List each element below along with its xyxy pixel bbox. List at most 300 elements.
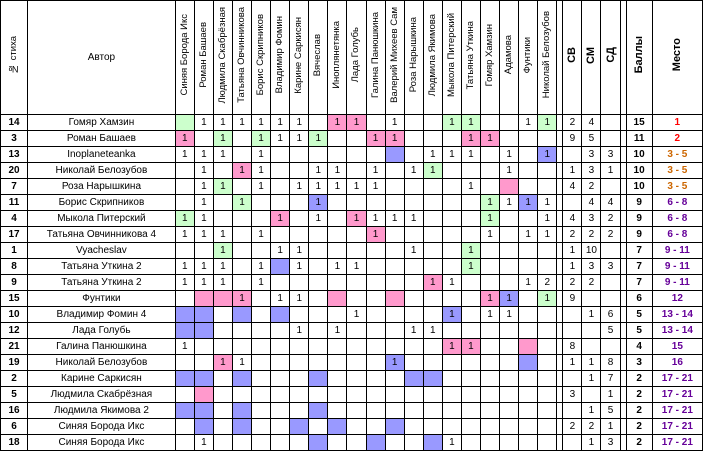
vote-cell xyxy=(213,211,232,227)
voter-name: Роза Нарышкина xyxy=(407,17,419,93)
vote-cell: 1 xyxy=(175,259,194,275)
vote-cell xyxy=(271,355,290,371)
vote-cell xyxy=(519,403,538,419)
vote-cell: 1 xyxy=(538,291,557,307)
place-value: 12 xyxy=(652,291,702,307)
vote-cell xyxy=(442,195,461,211)
voter-column-header xyxy=(385,1,404,115)
poem-number: 5 xyxy=(1,387,28,403)
sd-value xyxy=(601,291,620,307)
vote-cell: 1 xyxy=(309,211,328,227)
score-value: 3 xyxy=(626,355,652,371)
sm-value: 3 xyxy=(582,147,601,163)
voter-name: Владимир Фомин xyxy=(274,16,286,94)
vote-cell: 1 xyxy=(480,227,499,243)
vote-cell xyxy=(290,211,309,227)
vote-cell xyxy=(500,259,519,275)
vote-cell xyxy=(309,227,328,243)
table-row xyxy=(1,115,703,131)
sv-value: 3 xyxy=(563,387,582,403)
sd-value: 7 xyxy=(601,371,620,387)
sv-value xyxy=(563,195,582,211)
voter-column-header xyxy=(309,1,328,115)
vote-cell xyxy=(194,307,213,323)
score-value: 2 xyxy=(626,403,652,419)
author-name: Николай Белозубов xyxy=(28,163,176,179)
vote-cell xyxy=(366,387,385,403)
table-row xyxy=(1,131,703,147)
vote-cell xyxy=(538,371,557,387)
poem-number: 19 xyxy=(1,355,28,371)
vote-cell xyxy=(404,355,423,371)
vote-cell xyxy=(290,355,309,371)
vote-cell xyxy=(442,387,461,403)
author-name: Николай Белозубов xyxy=(28,355,176,371)
vote-cell: 1 xyxy=(271,115,290,131)
vote-cell xyxy=(232,307,251,323)
vote-cell: 1 xyxy=(232,195,251,211)
vote-cell: 1 xyxy=(442,435,461,451)
vote-cell xyxy=(500,435,519,451)
vote-cell xyxy=(500,211,519,227)
vote-cell xyxy=(442,243,461,259)
vote-cell: 1 xyxy=(366,179,385,195)
voter-column-header xyxy=(271,1,290,115)
poem-number: 8 xyxy=(1,259,28,275)
vote-cell xyxy=(442,211,461,227)
table-row xyxy=(1,147,703,163)
vote-cell xyxy=(252,195,271,211)
vote-cell xyxy=(480,355,499,371)
vote-cell xyxy=(442,291,461,307)
vote-cell xyxy=(461,211,480,227)
vote-cell xyxy=(213,419,232,435)
sv-value: 1 xyxy=(563,259,582,275)
sd-value: 4 xyxy=(601,195,620,211)
vote-cell xyxy=(366,259,385,275)
vote-cell: 1 xyxy=(213,259,232,275)
vote-cell: 1 xyxy=(232,291,251,307)
voter-column-header xyxy=(366,1,385,115)
sd-value xyxy=(601,179,620,195)
score-value: 10 xyxy=(626,147,652,163)
vote-cell xyxy=(252,339,271,355)
vote-cell: 1 xyxy=(290,323,309,339)
vote-cell xyxy=(175,291,194,307)
vote-cell xyxy=(175,403,194,419)
vote-cell xyxy=(347,419,366,435)
vote-cell xyxy=(461,307,480,323)
table-row xyxy=(1,307,703,323)
vote-cell xyxy=(194,403,213,419)
vote-cell xyxy=(423,131,442,147)
vote-cell: 1 xyxy=(232,115,251,131)
sm-value: 3 xyxy=(582,259,601,275)
sv-value: 2 xyxy=(563,227,582,243)
vote-cell xyxy=(175,371,194,387)
vote-cell xyxy=(385,307,404,323)
vote-cell: 1 xyxy=(519,275,538,291)
vote-cell: 1 xyxy=(328,163,347,179)
vote-cell xyxy=(519,387,538,403)
voter-name: Синяя Борода Икс xyxy=(178,14,190,96)
vote-cell: 1 xyxy=(366,163,385,179)
vote-cell: 1 xyxy=(252,179,271,195)
vote-cell: 1 xyxy=(461,259,480,275)
vote-cell xyxy=(175,419,194,435)
vote-cell xyxy=(500,403,519,419)
vote-cell xyxy=(309,339,328,355)
vote-cell xyxy=(232,211,251,227)
vote-cell: 1 xyxy=(252,115,271,131)
vote-cell xyxy=(385,195,404,211)
place-value: 13 - 14 xyxy=(652,323,702,339)
place-value: 3 - 5 xyxy=(652,163,702,179)
vote-cell xyxy=(194,291,213,307)
vote-cell: 1 xyxy=(538,147,557,163)
vote-cell xyxy=(175,387,194,403)
sum-column-header xyxy=(563,1,582,115)
sv-value: 2 xyxy=(563,275,582,291)
table-row xyxy=(1,323,703,339)
vote-cell: 1 xyxy=(194,163,213,179)
vote-cell xyxy=(500,387,519,403)
vote-cell xyxy=(385,291,404,307)
vote-cell xyxy=(232,131,251,147)
vote-cell xyxy=(328,275,347,291)
sum-column-header xyxy=(582,1,601,115)
header-row xyxy=(1,1,703,115)
voter-column-header xyxy=(213,1,232,115)
sv-value: 9 xyxy=(563,291,582,307)
vote-cell xyxy=(232,259,251,275)
sv-value xyxy=(563,435,582,451)
vote-cell xyxy=(519,371,538,387)
vote-cell xyxy=(328,147,347,163)
vote-cell xyxy=(175,179,194,195)
vote-cell: 1 xyxy=(213,355,232,371)
vote-cell xyxy=(271,259,290,275)
vote-cell xyxy=(538,131,557,147)
vote-cell xyxy=(175,355,194,371)
vote-cell xyxy=(347,163,366,179)
vote-cell xyxy=(480,147,499,163)
vote-cell: 1 xyxy=(404,243,423,259)
vote-cell: 2 xyxy=(538,275,557,291)
vote-cell xyxy=(461,291,480,307)
sv-value: 1 xyxy=(563,243,582,259)
score-value: 7 xyxy=(626,275,652,291)
vote-cell xyxy=(442,419,461,435)
vote-cell xyxy=(290,227,309,243)
vote-cell xyxy=(538,435,557,451)
vote-cell xyxy=(175,115,194,131)
vote-cell xyxy=(347,323,366,339)
place-value: 3 - 5 xyxy=(652,147,702,163)
author-name: Роман Башаев xyxy=(28,131,176,147)
vote-cell xyxy=(290,387,309,403)
vote-cell xyxy=(538,163,557,179)
vote-cell xyxy=(366,403,385,419)
vote-cell xyxy=(519,179,538,195)
vote-cell: 1 xyxy=(519,115,538,131)
voter-name: Татьяна Уткина xyxy=(464,20,476,90)
vote-cell: 1 xyxy=(194,275,213,291)
vote-cell xyxy=(252,419,271,435)
vote-cell xyxy=(538,419,557,435)
vote-cell: 1 xyxy=(252,131,271,147)
vote-cell: 1 xyxy=(366,211,385,227)
vote-cell: 1 xyxy=(442,147,461,163)
sum-label: СД xyxy=(604,47,617,63)
sm-value xyxy=(582,387,601,403)
place-value: 9 - 11 xyxy=(652,259,702,275)
vote-cell: 1 xyxy=(461,243,480,259)
vote-cell xyxy=(461,419,480,435)
vote-cell xyxy=(480,115,499,131)
vote-cell: 1 xyxy=(500,307,519,323)
poem-number: 18 xyxy=(1,435,28,451)
vote-cell xyxy=(423,339,442,355)
vote-cell: 1 xyxy=(232,355,251,371)
vote-cell: 1 xyxy=(328,179,347,195)
vote-cell xyxy=(271,195,290,211)
vote-cell xyxy=(213,403,232,419)
vote-cell: 1 xyxy=(480,291,499,307)
vote-cell: 1 xyxy=(366,227,385,243)
sv-value: 4 xyxy=(563,179,582,195)
vote-cell: 1 xyxy=(442,339,461,355)
voter-name: Валерий Михеев Сам xyxy=(388,7,400,103)
vote-cell xyxy=(385,147,404,163)
vote-cell xyxy=(385,163,404,179)
place-value: 16 xyxy=(652,355,702,371)
vote-cell: 1 xyxy=(175,147,194,163)
vote-cell xyxy=(252,403,271,419)
vote-cell xyxy=(385,259,404,275)
vote-cell xyxy=(271,403,290,419)
vote-cell: 1 xyxy=(461,147,480,163)
sm-value: 3 xyxy=(582,163,601,179)
vote-cell: 1 xyxy=(461,131,480,147)
vote-cell: 1 xyxy=(271,291,290,307)
sv-value xyxy=(563,403,582,419)
vote-cell xyxy=(404,371,423,387)
vote-cell xyxy=(309,259,328,275)
vote-cell: 1 xyxy=(213,115,232,131)
vote-cell xyxy=(194,371,213,387)
vote-cell xyxy=(194,419,213,435)
table-header xyxy=(1,1,703,115)
table-row xyxy=(1,403,703,419)
voter-name: Вячеслав xyxy=(312,33,324,77)
vote-cell xyxy=(404,435,423,451)
vote-cell: 1 xyxy=(347,307,366,323)
vote-cell xyxy=(232,147,251,163)
poem-number: 7 xyxy=(1,179,28,195)
author-name: Галина Панюшкина xyxy=(28,339,176,355)
poem-number: 10 xyxy=(1,307,28,323)
poem-number: 14 xyxy=(1,115,28,131)
vote-cell: 1 xyxy=(290,291,309,307)
vote-cell xyxy=(423,195,442,211)
vote-cell xyxy=(252,387,271,403)
vote-cell xyxy=(480,371,499,387)
vote-cell xyxy=(347,387,366,403)
sd-value: 3 xyxy=(601,147,620,163)
vote-cell xyxy=(232,275,251,291)
sd-value: 5 xyxy=(601,403,620,419)
vote-cell: 1 xyxy=(252,227,271,243)
voter-name: Адамова xyxy=(503,35,515,75)
vote-cell xyxy=(404,275,423,291)
vote-cell xyxy=(480,275,499,291)
vote-cell xyxy=(480,163,499,179)
place-value: 2 xyxy=(652,131,702,147)
vote-cell xyxy=(328,355,347,371)
vote-cell xyxy=(290,307,309,323)
vote-cell xyxy=(404,259,423,275)
score-value: 11 xyxy=(626,131,652,147)
vote-cell xyxy=(271,227,290,243)
vote-cell xyxy=(385,419,404,435)
author-name: Людмила Скабрёзная xyxy=(28,387,176,403)
vote-cell xyxy=(232,243,251,259)
vote-cell xyxy=(423,387,442,403)
vote-cell xyxy=(328,339,347,355)
voter-column-header xyxy=(175,1,194,115)
sd-value: 8 xyxy=(601,355,620,371)
score-value: 5 xyxy=(626,323,652,339)
poem-number: 4 xyxy=(1,211,28,227)
author-name: Татьяна Овчинникова 4 xyxy=(28,227,176,243)
vote-cell xyxy=(366,435,385,451)
sm-value xyxy=(582,339,601,355)
vote-cell: 1 xyxy=(194,259,213,275)
vote-cell xyxy=(404,179,423,195)
vote-cell xyxy=(309,323,328,339)
voter-column-header xyxy=(347,1,366,115)
vote-cell xyxy=(385,403,404,419)
vote-cell xyxy=(461,387,480,403)
vote-cell xyxy=(404,147,423,163)
vote-cell: 1 xyxy=(480,211,499,227)
vote-cell xyxy=(442,179,461,195)
voter-name: Николай Белозубов xyxy=(541,11,553,99)
vote-cell xyxy=(347,291,366,307)
vote-cell xyxy=(461,195,480,211)
vote-cell: 1 xyxy=(175,211,194,227)
vote-cell xyxy=(442,131,461,147)
table-row xyxy=(1,259,703,275)
vote-cell: 1 xyxy=(213,227,232,243)
vote-cell: 1 xyxy=(213,275,232,291)
vote-cell xyxy=(213,291,232,307)
vote-cell xyxy=(538,355,557,371)
vote-cell xyxy=(461,403,480,419)
vote-cell: 1 xyxy=(252,259,271,275)
vote-cell: 1 xyxy=(500,147,519,163)
vote-cell xyxy=(385,179,404,195)
vote-cell xyxy=(309,275,328,291)
place-column-header xyxy=(652,1,702,115)
table-row xyxy=(1,291,703,307)
vote-cell xyxy=(366,195,385,211)
author-name: Татьяна Уткина 2 xyxy=(28,275,176,291)
vote-cell xyxy=(442,323,461,339)
vote-cell xyxy=(423,403,442,419)
vote-cell: 1 xyxy=(500,291,519,307)
poem-number: 15 xyxy=(1,291,28,307)
sm-value: 1 xyxy=(582,435,601,451)
poem-number: 20 xyxy=(1,163,28,179)
vote-cell xyxy=(232,339,251,355)
table-row xyxy=(1,371,703,387)
vote-cell xyxy=(442,163,461,179)
vote-cell xyxy=(385,387,404,403)
voter-name: Гомяр Хамзин xyxy=(484,23,496,87)
score-value: 10 xyxy=(626,179,652,195)
vote-cell xyxy=(347,147,366,163)
vote-cell xyxy=(328,403,347,419)
voter-column-header xyxy=(194,1,213,115)
vote-cell xyxy=(461,435,480,451)
vote-cell xyxy=(328,291,347,307)
vote-cell xyxy=(366,115,385,131)
place-value: 17 - 21 xyxy=(652,419,702,435)
vote-cell xyxy=(328,435,347,451)
vote-cell: 1 xyxy=(175,227,194,243)
vote-cell: 1 xyxy=(423,323,442,339)
author-column-header: Автор xyxy=(28,1,176,115)
vote-cell xyxy=(404,403,423,419)
vote-cell xyxy=(538,307,557,323)
vote-cell xyxy=(538,179,557,195)
vote-cell xyxy=(480,323,499,339)
sm-value: 1 xyxy=(582,307,601,323)
vote-cell xyxy=(423,179,442,195)
sv-value: 1 xyxy=(563,355,582,371)
vote-cell xyxy=(175,163,194,179)
vote-cell xyxy=(347,435,366,451)
vote-cell xyxy=(519,435,538,451)
place-value: 9 - 11 xyxy=(652,243,702,259)
sd-value xyxy=(601,131,620,147)
sm-value: 4 xyxy=(582,195,601,211)
vote-cell: 1 xyxy=(423,275,442,291)
vote-cell xyxy=(461,275,480,291)
vote-cell xyxy=(366,323,385,339)
voter-column-header xyxy=(252,1,271,115)
score-value: 9 xyxy=(626,195,652,211)
voter-name: Борис Скрипников xyxy=(255,14,267,96)
vote-cell xyxy=(538,259,557,275)
sm-value: 1 xyxy=(582,355,601,371)
vote-cell xyxy=(519,291,538,307)
voter-name: Татьяна Овчинникова xyxy=(236,7,247,103)
vote-cell xyxy=(347,275,366,291)
vote-cell xyxy=(309,243,328,259)
vote-cell xyxy=(480,259,499,275)
vote-cell xyxy=(404,227,423,243)
vote-cell: 1 xyxy=(175,339,194,355)
vote-cell xyxy=(500,179,519,195)
vote-cell xyxy=(385,371,404,387)
vote-cell: 1 xyxy=(194,211,213,227)
table-row xyxy=(1,275,703,291)
vote-cell: 1 xyxy=(252,147,271,163)
vote-cell xyxy=(271,275,290,291)
